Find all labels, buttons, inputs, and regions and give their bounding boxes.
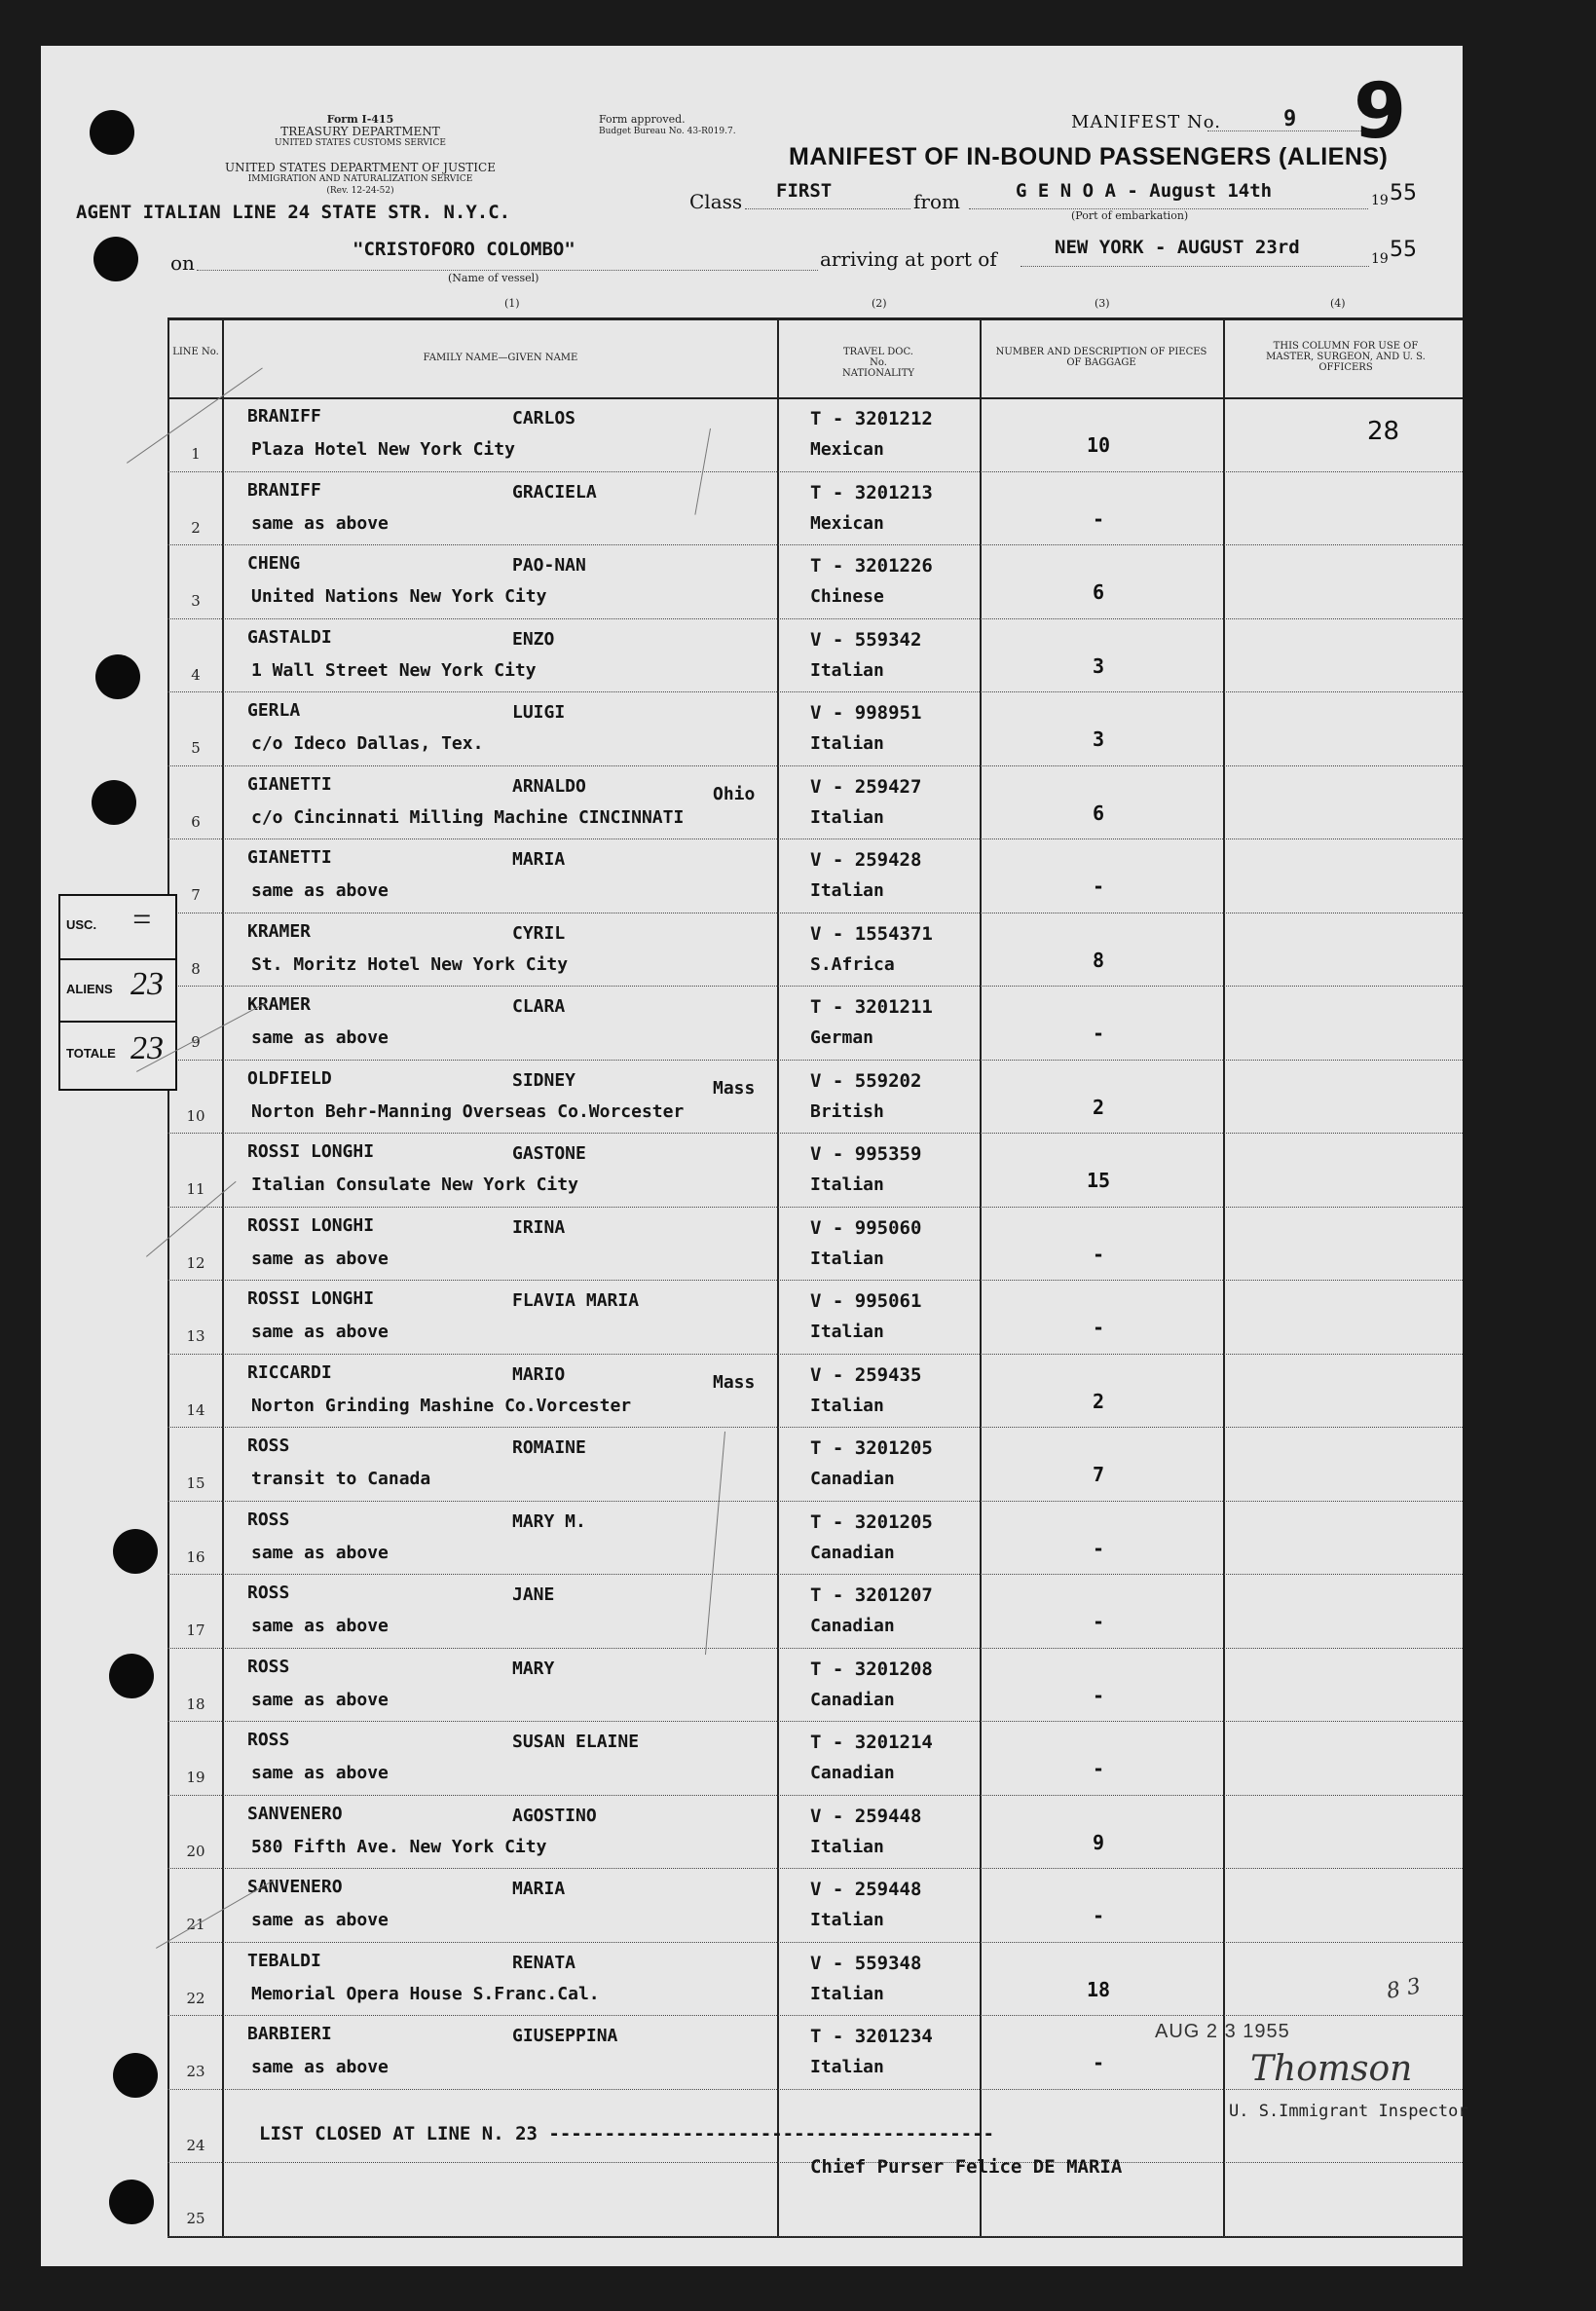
baggage-count: 7 bbox=[1092, 1463, 1105, 1486]
baggage-count: - bbox=[1092, 1904, 1105, 1927]
given-name: IRINA bbox=[512, 1216, 566, 1238]
th-baggage: NUMBER AND DESCRIPTION OF PIECES OF BAGGAGE bbox=[995, 347, 1207, 368]
address: Norton Grinding Mashine Co.Vorcester bbox=[251, 1395, 632, 1416]
family-name: ROSS bbox=[247, 1583, 290, 1603]
col-num-4: (4) bbox=[1330, 297, 1346, 310]
given-name: MARY M. bbox=[512, 1510, 586, 1532]
travel-doc-no: T - 3201234 bbox=[810, 2026, 933, 2047]
row-divider bbox=[167, 1207, 1463, 1208]
travel-doc-no: V - 259427 bbox=[810, 775, 922, 798]
baggage-count: 8 bbox=[1092, 948, 1105, 972]
address: United Nations New York City bbox=[251, 586, 547, 607]
travel-doc-no: T - 3201205 bbox=[810, 1437, 933, 1459]
line-number: 25 bbox=[186, 2210, 205, 2227]
travel-doc-no: T - 3201205 bbox=[810, 1510, 933, 1533]
family-name: SANVENERO bbox=[247, 1877, 343, 1897]
given-name: MARIO bbox=[512, 1363, 566, 1385]
travel-doc-no: V - 559202 bbox=[810, 1069, 922, 1092]
baggage-count: - bbox=[1092, 2051, 1105, 2074]
justice-block bbox=[156, 162, 565, 197]
travel-doc-no: T - 3201226 bbox=[810, 555, 933, 577]
family-name: ROSS bbox=[247, 1435, 290, 1456]
given-name: MARIA bbox=[512, 1879, 566, 1899]
line-number: 10 bbox=[186, 1106, 205, 1125]
address: same as above bbox=[251, 1027, 389, 1048]
row-divider bbox=[167, 2015, 1463, 2016]
family-name: GERLA bbox=[247, 700, 301, 721]
address: same as above bbox=[251, 1763, 389, 1783]
baggage-count: 2 bbox=[1092, 1389, 1105, 1413]
nationality: S.Africa bbox=[810, 953, 895, 975]
given-name: GASTONE bbox=[512, 1143, 586, 1164]
line-number: 8 bbox=[191, 959, 201, 978]
nationality: Italian bbox=[810, 733, 884, 754]
family-name: GIANETTI bbox=[247, 847, 332, 868]
given-name: SUSAN ELAINE bbox=[512, 1732, 640, 1752]
travel-doc-no: T - 3201208 bbox=[810, 1658, 933, 1680]
line-number: 18 bbox=[186, 1695, 205, 1713]
family-name: ROSS bbox=[247, 1730, 290, 1750]
given-name: MARIA bbox=[512, 849, 566, 870]
given-name: PAO-NAN bbox=[512, 555, 586, 576]
nationality: Italian bbox=[810, 1248, 884, 1269]
address: 1 Wall Street New York City bbox=[251, 659, 537, 681]
address: c/o Ideco Dallas, Tex. bbox=[251, 733, 484, 754]
baggage-count: - bbox=[1092, 1536, 1105, 1560]
class-line bbox=[745, 208, 910, 209]
justice-dept: UNITED STATES DEPARTMENT OF JUSTICE bbox=[225, 161, 496, 174]
given-name: CYRIL bbox=[512, 922, 566, 944]
line-number: 3 bbox=[191, 592, 201, 610]
col-border-line bbox=[222, 317, 224, 2238]
family-name: RICCARDI bbox=[247, 1361, 332, 1383]
row-divider bbox=[167, 1868, 1463, 1869]
address: Plaza Hotel New York City bbox=[251, 439, 515, 460]
given-name: CARLOS bbox=[512, 408, 576, 429]
travel-doc-no: T - 3201212 bbox=[810, 408, 933, 429]
manifest-table bbox=[167, 317, 1463, 2238]
header-bottom-border bbox=[167, 397, 1463, 399]
family-name: KRAMER bbox=[247, 994, 312, 1015]
total-label: TOTALE bbox=[66, 1046, 116, 1061]
nationality: Italian bbox=[810, 1174, 884, 1195]
baggage-count: - bbox=[1092, 506, 1105, 531]
row-divider bbox=[167, 1942, 1463, 1943]
family-name: KRAMER bbox=[247, 920, 312, 942]
row-divider bbox=[167, 471, 1463, 472]
baggage-count: - bbox=[1092, 1610, 1105, 1633]
row-divider bbox=[167, 544, 1463, 545]
form-approved: Form approved. bbox=[599, 113, 686, 126]
row-divider bbox=[167, 1574, 1463, 1575]
vessel-value: "CRISTOFORO COLOMBO" bbox=[353, 239, 575, 260]
family-name: GASTALDI bbox=[247, 626, 332, 648]
address: same as above bbox=[251, 1910, 389, 1930]
given-name: CLARA bbox=[512, 996, 566, 1017]
punch-hole bbox=[90, 110, 134, 155]
address: same as above bbox=[251, 1248, 389, 1269]
row-divider bbox=[167, 691, 1463, 692]
line-number: 2 bbox=[191, 518, 201, 537]
form-header-block bbox=[214, 114, 506, 149]
travel-doc-no: V - 995359 bbox=[810, 1143, 922, 1165]
family-name: SANVENERO bbox=[247, 1803, 343, 1824]
class-label: Class bbox=[689, 190, 743, 213]
port-embark-caption: (Port of embarkation) bbox=[1071, 209, 1189, 222]
line-number: 21 bbox=[186, 1916, 205, 1933]
punch-hole bbox=[92, 780, 136, 825]
row-divider bbox=[167, 1501, 1463, 1502]
nationality: Italian bbox=[810, 659, 884, 681]
chief-purser: Chief Purser Felice DE MARIA bbox=[810, 2156, 1123, 2178]
address: same as above bbox=[251, 1616, 389, 1636]
address: same as above bbox=[251, 880, 389, 901]
customs-service: UNITED STATES CUSTOMS SERVICE bbox=[275, 138, 446, 148]
inspector-title: U. S.Immigrant Inspector bbox=[1229, 2102, 1468, 2121]
class-value: FIRST bbox=[776, 180, 833, 202]
line-number: 20 bbox=[186, 1842, 205, 1860]
punch-hole bbox=[113, 2053, 158, 2098]
nationality: British bbox=[810, 1100, 884, 1122]
travel-doc-no: V - 995061 bbox=[810, 1290, 922, 1312]
aliens-label: ALIENS bbox=[66, 982, 113, 996]
family-name: GIANETTI bbox=[247, 773, 332, 795]
line-number: 12 bbox=[186, 1253, 205, 1272]
travel-doc-no: V - 998951 bbox=[810, 702, 922, 724]
baggage-count: - bbox=[1092, 875, 1105, 898]
line-number: 22 bbox=[186, 1989, 205, 2007]
agent-line: AGENT ITALIAN LINE 24 STATE STR. N.Y.C. bbox=[76, 202, 511, 223]
baggage-count: 6 bbox=[1092, 801, 1105, 825]
row-divider bbox=[167, 618, 1463, 619]
given-name: FLAVIA MARIA bbox=[512, 1290, 640, 1311]
baggage-count: 3 bbox=[1092, 653, 1105, 678]
address: transit to Canada bbox=[251, 1469, 431, 1489]
baggage-count: 3 bbox=[1092, 727, 1105, 751]
family-name: TEBALDI bbox=[247, 1950, 321, 1971]
line-number: 15 bbox=[186, 1474, 205, 1492]
family-name: OLDFIELD bbox=[247, 1067, 332, 1089]
baggage-count: - bbox=[1092, 1242, 1105, 1266]
from-value: G E N O A - August 14th bbox=[1016, 180, 1273, 202]
form-approval bbox=[599, 114, 736, 137]
given-name: RENATA bbox=[512, 1952, 576, 1973]
nationality: Mexican bbox=[810, 439, 884, 460]
address: same as above bbox=[251, 2057, 389, 2077]
manifest-no-label: MANIFEST No. bbox=[1071, 112, 1221, 132]
address: same as above bbox=[251, 1689, 389, 1710]
from-label: from bbox=[913, 190, 960, 213]
nationality: Mexican bbox=[810, 512, 884, 534]
on-label: on bbox=[170, 251, 195, 275]
travel-doc-no: T - 3201214 bbox=[810, 1732, 933, 1753]
nationality: Chinese bbox=[810, 586, 884, 607]
line-number: 24 bbox=[186, 2136, 205, 2154]
line-number: 1 bbox=[191, 445, 201, 463]
col-num-2: (2) bbox=[872, 297, 887, 310]
row-divider bbox=[167, 1721, 1463, 1722]
stamp-row-aliens bbox=[60, 958, 175, 1023]
budget-bureau: Budget Bureau No. 43-R019.7. bbox=[599, 127, 736, 136]
given-name: SIDNEY bbox=[512, 1069, 576, 1091]
travel-doc-no: V - 259435 bbox=[810, 1363, 922, 1386]
line-number: 5 bbox=[191, 739, 201, 757]
col-num-3: (3) bbox=[1095, 297, 1110, 310]
address: same as above bbox=[251, 512, 389, 534]
nationality: Italian bbox=[810, 806, 884, 828]
form-number: Form I-415 bbox=[326, 113, 394, 126]
punch-hole bbox=[93, 237, 138, 281]
nationality: Italian bbox=[810, 1395, 884, 1416]
stamp-row-usc bbox=[60, 896, 175, 960]
ins-service: IMMIGRATION AND NATURALIZATION SERVICE bbox=[247, 174, 473, 184]
nationality: Italian bbox=[810, 880, 884, 901]
nationality: Italian bbox=[810, 2057, 884, 2077]
baggage-count: 6 bbox=[1092, 580, 1105, 604]
address: same as above bbox=[251, 1542, 389, 1563]
manifest-no-typed: 9 bbox=[1283, 107, 1297, 131]
travel-doc-no: V - 259448 bbox=[810, 1879, 922, 1900]
address: same as above bbox=[251, 1322, 389, 1342]
col-border-left bbox=[167, 317, 169, 2238]
nationality: Canadian bbox=[810, 1542, 895, 1563]
line-number: 16 bbox=[186, 1547, 205, 1566]
row-divider bbox=[167, 1795, 1463, 1796]
line-number: 17 bbox=[186, 1621, 205, 1639]
nationality: Italian bbox=[810, 1836, 884, 1857]
address: 580 Fifth Ave. New York City bbox=[251, 1836, 547, 1857]
given-name: MARY bbox=[512, 1658, 555, 1679]
th-travel: TRAVEL DOC. No. NATIONALITY bbox=[841, 347, 915, 379]
punch-hole bbox=[109, 1654, 154, 1698]
list-closed-line: LIST CLOSED AT LINE N. 23 ---------------------------------------- bbox=[259, 2123, 994, 2144]
line-number: 6 bbox=[191, 812, 201, 831]
travel-doc-no: V - 559348 bbox=[810, 1952, 922, 1974]
punch-hole bbox=[95, 654, 140, 699]
total-value: 23 bbox=[130, 1030, 164, 1066]
family-name: ROSSI LONGHI bbox=[247, 1288, 375, 1309]
row-divider bbox=[167, 2236, 1463, 2237]
baggage-count: 15 bbox=[1086, 1169, 1111, 1192]
family-name: ROSSI LONGHI bbox=[247, 1141, 375, 1162]
given-name: GIUSEPPINA bbox=[512, 2026, 618, 2046]
punch-hole bbox=[113, 1529, 158, 1574]
row-divider bbox=[167, 1133, 1463, 1134]
given-name: ENZO bbox=[512, 628, 555, 650]
year1-prefix: 19 bbox=[1371, 193, 1389, 208]
nationality: German bbox=[810, 1027, 874, 1048]
family-name: ROSS bbox=[247, 1509, 290, 1530]
form-revision: (Rev. 12-24-52) bbox=[326, 186, 394, 196]
col-border-baggage bbox=[1223, 317, 1225, 2238]
line-number: 13 bbox=[186, 1327, 205, 1345]
inspector-signature: Thomson bbox=[1250, 2049, 1413, 2089]
line-number: 11 bbox=[186, 1180, 205, 1198]
nationality: Italian bbox=[810, 1910, 884, 1930]
usc-label: USC. bbox=[66, 917, 97, 932]
table-top-border bbox=[167, 317, 1463, 320]
row-divider bbox=[167, 986, 1463, 987]
year2-prefix: 19 bbox=[1371, 251, 1389, 267]
address: St. Moritz Hotel New York City bbox=[251, 953, 569, 975]
travel-doc-no: T - 3201207 bbox=[810, 1584, 933, 1606]
baggage-count: - bbox=[1092, 1316, 1105, 1339]
family-name: BARBIERI bbox=[247, 2024, 332, 2044]
nationality: Italian bbox=[810, 1983, 884, 2004]
address: Norton Behr-Manning Overseas Co.Worcester bbox=[251, 1100, 685, 1122]
year1-value: 55 bbox=[1390, 181, 1417, 205]
family-name: BRANIFF bbox=[247, 406, 321, 427]
given-name: JANE bbox=[512, 1584, 555, 1605]
travel-doc-no: V - 559342 bbox=[810, 628, 922, 651]
nationality: Canadian bbox=[810, 1616, 895, 1636]
row-divider bbox=[167, 1354, 1463, 1355]
baggage-count: - bbox=[1092, 1022, 1105, 1045]
arrival-line bbox=[1021, 266, 1369, 267]
aliens-count-stamp bbox=[58, 894, 177, 1091]
travel-doc-no: T - 3201213 bbox=[810, 481, 933, 503]
row-divider bbox=[167, 765, 1463, 766]
given-name: ARNALDO bbox=[512, 775, 586, 797]
nationality: Canadian bbox=[810, 1469, 895, 1489]
th-line-no: LINE No. bbox=[172, 347, 219, 357]
travel-doc-no: T - 3201211 bbox=[810, 996, 933, 1018]
row-divider bbox=[167, 1648, 1463, 1649]
row-divider bbox=[167, 1280, 1463, 1281]
arriving-label: arriving at port of bbox=[820, 247, 997, 271]
officer-number: 28 bbox=[1367, 417, 1400, 446]
address-extra: Mass bbox=[713, 1077, 756, 1099]
baggage-count: 9 bbox=[1092, 1830, 1105, 1854]
given-name: LUIGI bbox=[512, 702, 566, 723]
baggage-count: - bbox=[1092, 1757, 1105, 1780]
treasury-dept: TREASURY DEPARTMENT bbox=[280, 125, 440, 138]
address-extra: Ohio bbox=[713, 783, 756, 804]
line-number: 7 bbox=[191, 886, 201, 904]
th-officers: THIS COLUMN FOR USE OF MASTER, SURGEON, AND U. S. OFFICERS bbox=[1266, 341, 1426, 373]
line-number: 4 bbox=[191, 665, 201, 684]
margin-note: 8 3 bbox=[1385, 1974, 1423, 2004]
family-name: CHENG bbox=[247, 553, 301, 574]
baggage-count: - bbox=[1092, 1683, 1105, 1707]
nationality: Canadian bbox=[810, 1763, 895, 1783]
line-number: 19 bbox=[186, 1769, 205, 1786]
col-num-1: (1) bbox=[504, 297, 520, 310]
travel-doc-no: V - 1554371 bbox=[810, 922, 933, 945]
address: Memorial Opera House S.Franc.Cal. bbox=[251, 1983, 600, 2004]
family-name: ROSSI LONGHI bbox=[247, 1214, 375, 1236]
th-name: FAMILY NAME—GIVEN NAME bbox=[423, 353, 578, 363]
stamp-row-total bbox=[60, 1023, 175, 1085]
manifest-no-big: 9 bbox=[1354, 68, 1407, 156]
address-extra: Mass bbox=[713, 1371, 756, 1393]
given-name: GRACIELA bbox=[512, 481, 597, 503]
family-name: ROSS bbox=[247, 1656, 290, 1677]
year2-value: 55 bbox=[1390, 238, 1417, 262]
nationality: Canadian bbox=[810, 1689, 895, 1710]
travel-doc-no: V - 995060 bbox=[810, 1216, 922, 1239]
punch-hole bbox=[109, 2180, 154, 2224]
address: c/o Cincinnati Milling Machine CINCINNATI bbox=[251, 806, 685, 828]
col-border-name bbox=[777, 317, 779, 2238]
line-number: 14 bbox=[186, 1400, 205, 1419]
given-name: AGOSTINO bbox=[512, 1805, 597, 1826]
baggage-count: 18 bbox=[1086, 1977, 1111, 2001]
arrival-value: NEW YORK - AUGUST 23rd bbox=[1055, 237, 1300, 258]
family-name: BRANIFF bbox=[247, 479, 321, 501]
address: Italian Consulate New York City bbox=[251, 1174, 578, 1195]
baggage-count: 10 bbox=[1086, 433, 1111, 457]
row-divider bbox=[167, 1060, 1463, 1061]
travel-doc-no: V - 259448 bbox=[810, 1805, 922, 1827]
aliens-value: 23 bbox=[130, 966, 164, 1002]
vessel-caption: (Name of vessel) bbox=[448, 272, 539, 284]
col-border-travel bbox=[980, 317, 982, 2238]
usc-value: = bbox=[130, 902, 153, 938]
travel-doc-no: V - 259428 bbox=[810, 849, 922, 871]
vessel-line bbox=[197, 270, 818, 271]
baggage-count: 2 bbox=[1092, 1095, 1105, 1119]
nationality: Italian bbox=[810, 1322, 884, 1342]
given-name: ROMAINE bbox=[512, 1437, 586, 1458]
date-stamp: AUG 2 3 1955 bbox=[1155, 2021, 1290, 2042]
line-number: 9 bbox=[191, 1033, 201, 1051]
row-divider bbox=[167, 1427, 1463, 1428]
manifest-title: MANIFEST OF IN-BOUND PASSENGERS (ALIENS) bbox=[789, 143, 1389, 170]
line-number: 23 bbox=[186, 2063, 205, 2080]
